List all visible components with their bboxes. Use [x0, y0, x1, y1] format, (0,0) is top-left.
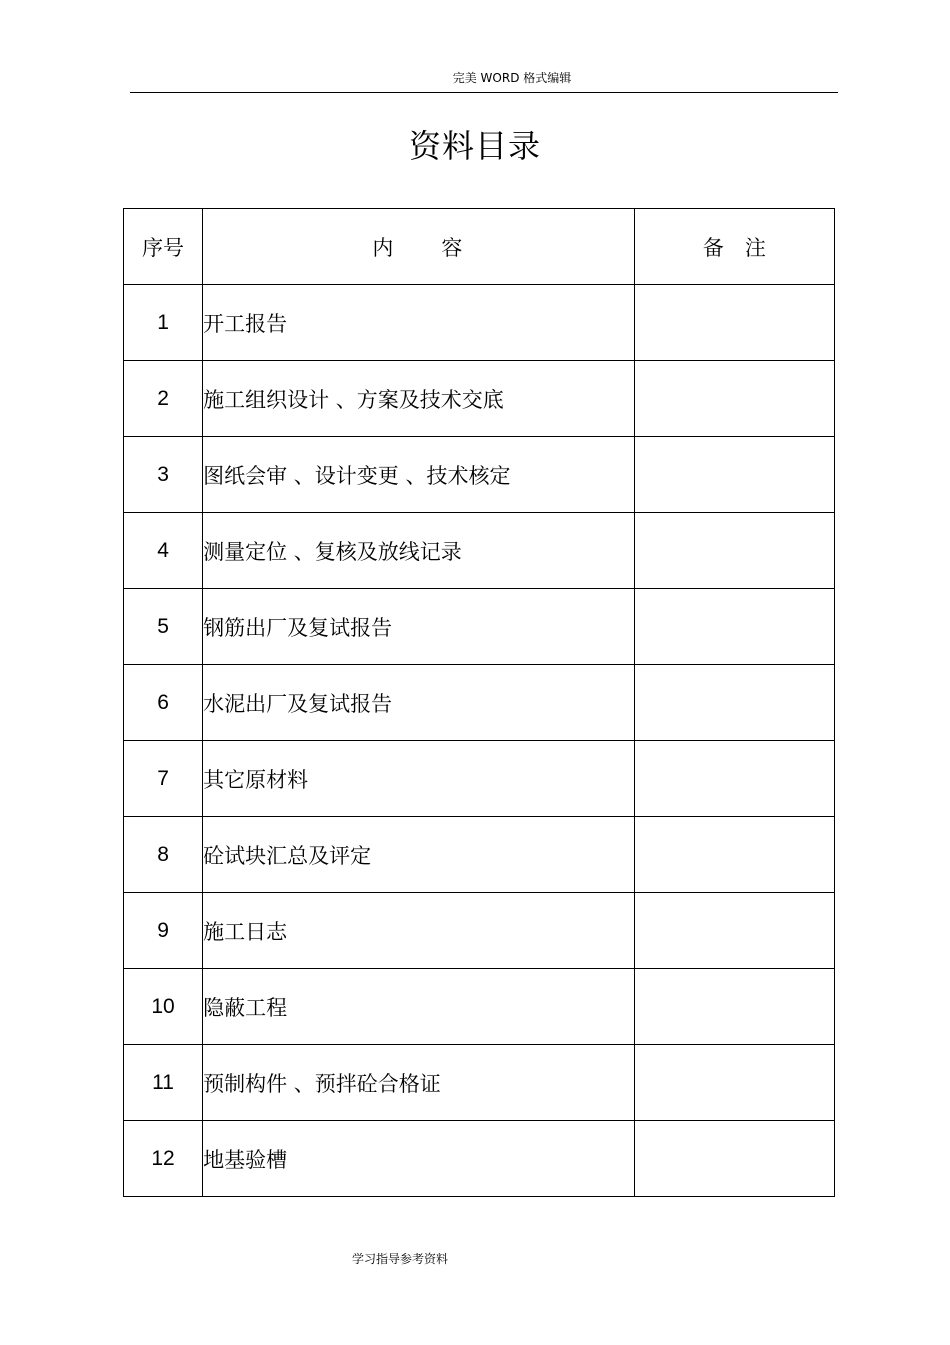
table-row	[124, 817, 835, 893]
row-remark	[634, 285, 834, 361]
row-no: 7	[124, 741, 203, 817]
row-no: 5	[124, 589, 203, 665]
row-content: 施工日志	[203, 893, 635, 969]
column-header-remark	[634, 209, 834, 285]
row-no: 4	[124, 513, 203, 589]
table-row	[124, 285, 835, 361]
column-header-content-label: 内 容	[372, 235, 465, 260]
row-remark	[634, 361, 834, 437]
table-row	[124, 665, 835, 741]
page-title: 资料目录	[408, 127, 541, 165]
table-row	[124, 1045, 835, 1121]
row-content: 施工组织设计 、方案及技术交底	[203, 361, 635, 437]
row-remark	[634, 893, 834, 969]
row-content: 开工报告	[203, 285, 635, 361]
row-content: 测量定位 、复核及放线记录	[203, 513, 635, 589]
table-row	[124, 741, 835, 817]
page-header-text: 完美 WORD 格式编辑	[452, 71, 572, 85]
row-no: 9	[124, 893, 203, 969]
page-header	[130, 66, 838, 93]
row-remark	[634, 817, 834, 893]
row-no: 10	[124, 969, 203, 1045]
row-no: 3	[124, 437, 203, 513]
table-header-row	[124, 209, 835, 285]
column-header-no: 序号	[124, 209, 203, 285]
row-remark	[634, 437, 834, 513]
row-no: 8	[124, 817, 203, 893]
table-row	[124, 893, 835, 969]
row-remark	[634, 969, 834, 1045]
table-row	[124, 361, 835, 437]
page-footer: 学习指导参考资料	[351, 1252, 448, 1266]
catalog-table	[123, 208, 835, 1197]
row-content: 图纸会审 、设计变更 、技术核定	[203, 437, 635, 513]
column-header-remark-label: 备 注	[702, 235, 766, 260]
table-row	[124, 589, 835, 665]
row-content: 水泥出厂及复试报告	[203, 665, 635, 741]
row-remark	[634, 741, 834, 817]
table-row	[124, 969, 835, 1045]
row-remark	[634, 665, 834, 741]
row-content: 地基验槽	[203, 1121, 635, 1197]
row-no: 6	[124, 665, 203, 741]
row-content: 砼试块汇总及评定	[203, 817, 635, 893]
table-row	[124, 513, 835, 589]
table-row	[124, 437, 835, 513]
row-content: 其它原材料	[203, 741, 635, 817]
row-no: 1	[124, 285, 203, 361]
row-no: 11	[124, 1045, 203, 1121]
row-content: 预制构件 、预拌砼合格证	[203, 1045, 635, 1121]
row-content: 钢筋出厂及复试报告	[203, 589, 635, 665]
row-content: 隐蔽工程	[203, 969, 635, 1045]
column-header-content	[203, 209, 635, 285]
row-remark	[634, 1121, 834, 1197]
row-remark	[634, 1045, 834, 1121]
row-remark	[634, 513, 834, 589]
row-no: 2	[124, 361, 203, 437]
row-no: 12	[124, 1121, 203, 1197]
table-row	[124, 1121, 835, 1197]
row-remark	[634, 589, 834, 665]
